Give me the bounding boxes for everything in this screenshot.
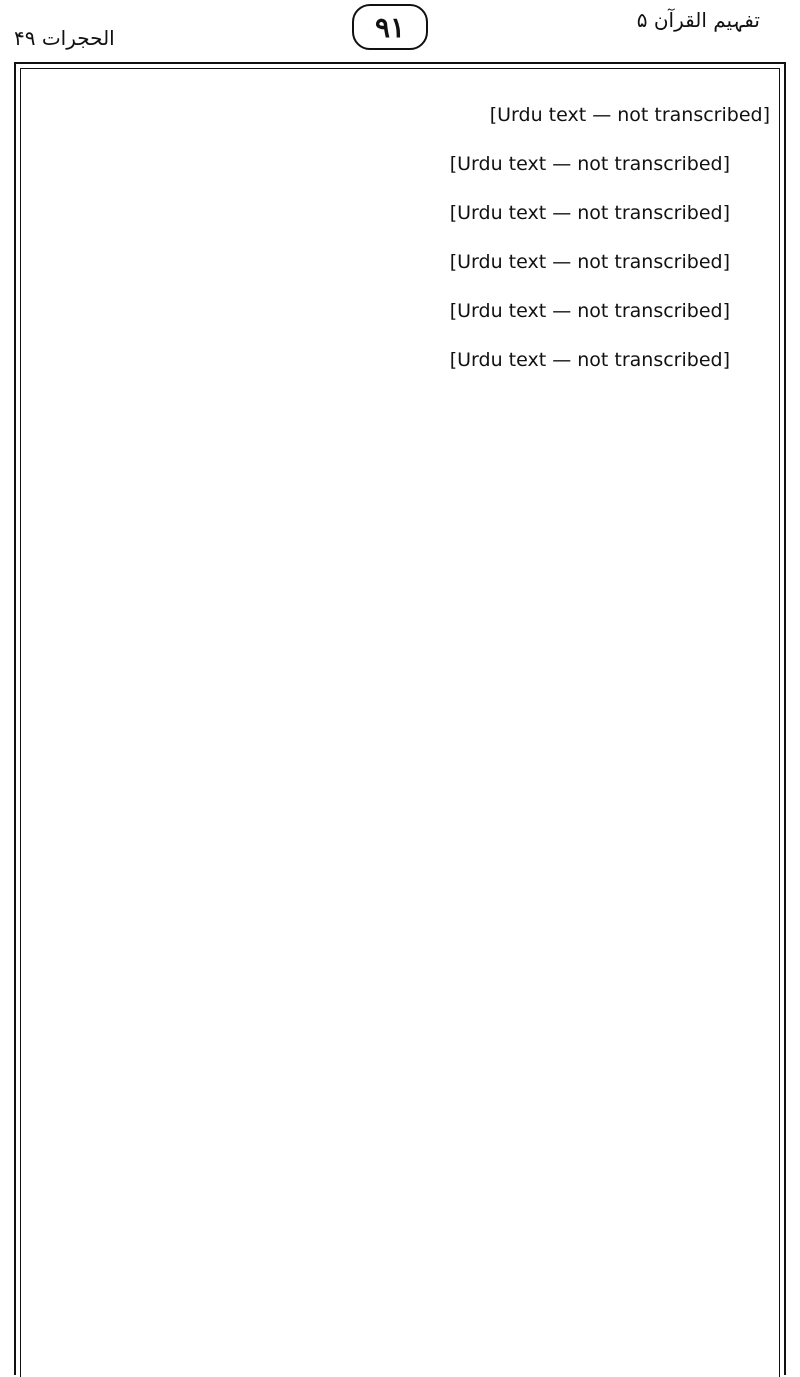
page-body: [30, 95, 770, 1370]
book-title: تفہیم القرآن ۵: [636, 8, 760, 32]
paragraph-5: [Urdu text — not transcribed]: [449, 300, 730, 322]
paragraph-1: [Urdu text — not transcribed]: [489, 104, 770, 126]
paragraph-6: [Urdu text — not transcribed]: [449, 349, 730, 371]
paragraph-2: [Urdu text — not transcribed]: [449, 153, 730, 175]
surah-reference: الحجرات ۴۹: [14, 26, 115, 50]
paragraph-4: [Urdu text — not transcribed]: [449, 251, 730, 273]
paragraph-3: [Urdu text — not transcribed]: [449, 202, 730, 224]
page-number-box: [352, 4, 428, 50]
page-header: [0, 0, 800, 62]
page-number: ٩١: [374, 10, 406, 44]
